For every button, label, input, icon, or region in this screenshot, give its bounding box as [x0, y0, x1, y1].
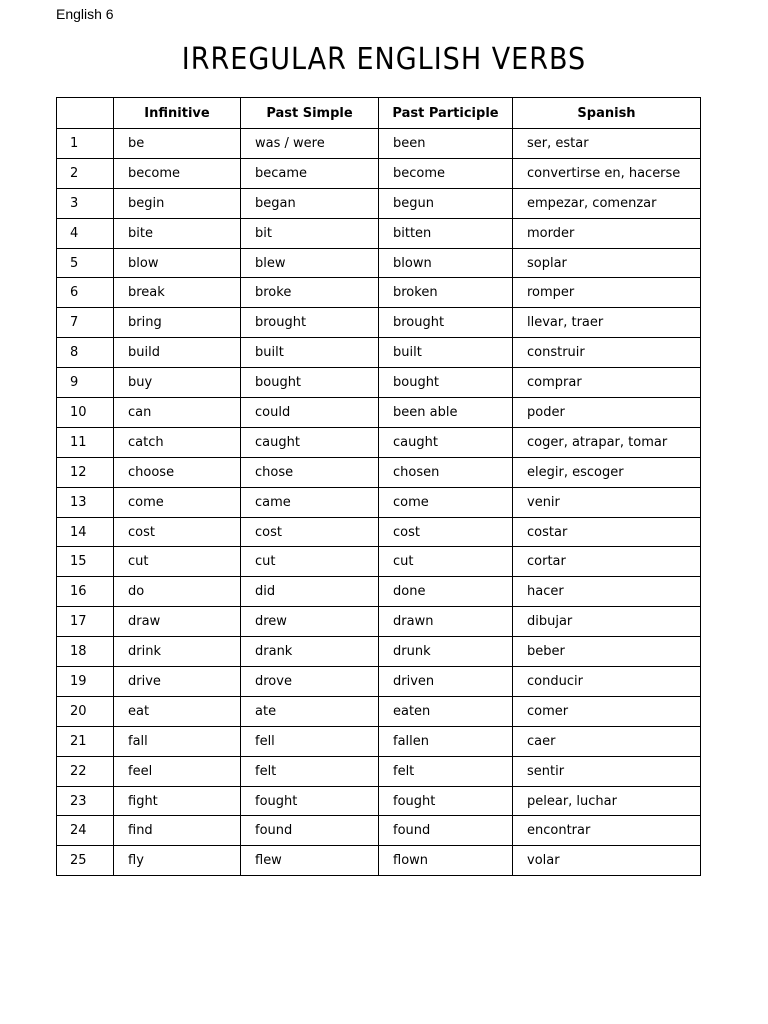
cell-past-simple: was / were	[241, 129, 379, 159]
cell-infinitive: come	[114, 487, 241, 517]
table-row	[57, 129, 701, 159]
table-row	[57, 158, 701, 188]
column-header-spanish: Spanish	[513, 98, 701, 129]
column-header-past-simple: Past Simple	[241, 98, 379, 129]
cell-infinitive: do	[114, 577, 241, 607]
table-row	[57, 308, 701, 338]
cell-number: 2	[57, 158, 114, 188]
cell-spanish: soplar	[513, 248, 701, 278]
cell-past-participle: drunk	[379, 637, 513, 667]
cell-past-participle: caught	[379, 427, 513, 457]
cell-past-participle: been able	[379, 398, 513, 428]
cell-past-simple: caught	[241, 427, 379, 457]
cell-past-participle: found	[379, 816, 513, 846]
table-body	[57, 129, 701, 876]
cell-number: 14	[57, 517, 114, 547]
cell-past-simple: bit	[241, 218, 379, 248]
cell-past-simple: blew	[241, 248, 379, 278]
cell-past-simple: drove	[241, 667, 379, 697]
cell-spanish: dibujar	[513, 607, 701, 637]
table-row	[57, 577, 701, 607]
irregular-verbs-table	[56, 97, 701, 876]
cell-number: 17	[57, 607, 114, 637]
cell-infinitive: blow	[114, 248, 241, 278]
cell-number: 8	[57, 338, 114, 368]
table-row	[57, 338, 701, 368]
cell-past-participle: felt	[379, 756, 513, 786]
cell-spanish: comer	[513, 696, 701, 726]
cell-past-participle: eaten	[379, 696, 513, 726]
cell-number: 4	[57, 218, 114, 248]
table-row	[57, 607, 701, 637]
cell-number: 18	[57, 637, 114, 667]
cell-past-participle: begun	[379, 188, 513, 218]
table-row	[57, 696, 701, 726]
cell-spanish: caer	[513, 726, 701, 756]
cell-infinitive: fall	[114, 726, 241, 756]
cell-infinitive: can	[114, 398, 241, 428]
cell-past-simple: became	[241, 158, 379, 188]
cell-spanish: cortar	[513, 547, 701, 577]
cell-spanish: romper	[513, 278, 701, 308]
table-row	[57, 218, 701, 248]
column-header-number	[57, 98, 114, 129]
table-row	[57, 188, 701, 218]
cell-past-simple: did	[241, 577, 379, 607]
cell-past-simple: could	[241, 398, 379, 428]
table-row	[57, 846, 701, 876]
column-header-past-participle: Past Participle	[379, 98, 513, 129]
table-row	[57, 248, 701, 278]
cell-past-participle: blown	[379, 248, 513, 278]
cell-spanish: venir	[513, 487, 701, 517]
cell-spanish: sentir	[513, 756, 701, 786]
cell-number: 19	[57, 667, 114, 697]
cell-past-simple: fought	[241, 786, 379, 816]
cell-past-simple: flew	[241, 846, 379, 876]
cell-number: 23	[57, 786, 114, 816]
cell-spanish: pelear, luchar	[513, 786, 701, 816]
cell-number: 24	[57, 816, 114, 846]
table-row	[57, 786, 701, 816]
cell-past-participle: come	[379, 487, 513, 517]
cell-number: 10	[57, 398, 114, 428]
cell-past-simple: cost	[241, 517, 379, 547]
cell-past-participle: built	[379, 338, 513, 368]
cell-spanish: encontrar	[513, 816, 701, 846]
cell-past-simple: cut	[241, 547, 379, 577]
cell-number: 20	[57, 696, 114, 726]
cell-spanish: conducir	[513, 667, 701, 697]
course-label: English 6	[56, 6, 114, 22]
cell-past-participle: brought	[379, 308, 513, 338]
cell-past-participle: chosen	[379, 457, 513, 487]
cell-number: 1	[57, 129, 114, 159]
cell-past-simple: felt	[241, 756, 379, 786]
cell-infinitive: catch	[114, 427, 241, 457]
cell-number: 22	[57, 756, 114, 786]
cell-past-participle: driven	[379, 667, 513, 697]
cell-infinitive: cost	[114, 517, 241, 547]
cell-infinitive: buy	[114, 368, 241, 398]
cell-past-participle: drawn	[379, 607, 513, 637]
cell-past-simple: broke	[241, 278, 379, 308]
cell-past-simple: found	[241, 816, 379, 846]
cell-past-participle: broken	[379, 278, 513, 308]
cell-past-participle: become	[379, 158, 513, 188]
cell-past-participle: flown	[379, 846, 513, 876]
cell-past-simple: came	[241, 487, 379, 517]
cell-spanish: beber	[513, 637, 701, 667]
cell-past-simple: chose	[241, 457, 379, 487]
table-row	[57, 816, 701, 846]
table-row	[57, 756, 701, 786]
table-row	[57, 398, 701, 428]
cell-spanish: convertirse en, hacerse	[513, 158, 701, 188]
cell-number: 6	[57, 278, 114, 308]
cell-number: 12	[57, 457, 114, 487]
cell-infinitive: begin	[114, 188, 241, 218]
cell-spanish: empezar, comenzar	[513, 188, 701, 218]
cell-past-participle: done	[379, 577, 513, 607]
cell-infinitive: break	[114, 278, 241, 308]
cell-infinitive: become	[114, 158, 241, 188]
table-row	[57, 667, 701, 697]
cell-infinitive: cut	[114, 547, 241, 577]
table-row	[57, 637, 701, 667]
table-row	[57, 427, 701, 457]
cell-infinitive: feel	[114, 756, 241, 786]
table-row	[57, 487, 701, 517]
cell-number: 21	[57, 726, 114, 756]
cell-spanish: elegir, escoger	[513, 457, 701, 487]
cell-past-simple: brought	[241, 308, 379, 338]
cell-past-participle: fought	[379, 786, 513, 816]
cell-number: 7	[57, 308, 114, 338]
cell-infinitive: be	[114, 129, 241, 159]
cell-past-participle: bitten	[379, 218, 513, 248]
cell-infinitive: drive	[114, 667, 241, 697]
cell-spanish: coger, atrapar, tomar	[513, 427, 701, 457]
cell-spanish: construir	[513, 338, 701, 368]
cell-number: 25	[57, 846, 114, 876]
cell-infinitive: find	[114, 816, 241, 846]
table-row	[57, 547, 701, 577]
cell-infinitive: drink	[114, 637, 241, 667]
cell-past-simple: bought	[241, 368, 379, 398]
table-row	[57, 457, 701, 487]
cell-infinitive: draw	[114, 607, 241, 637]
cell-past-participle: fallen	[379, 726, 513, 756]
cell-spanish: morder	[513, 218, 701, 248]
cell-number: 16	[57, 577, 114, 607]
cell-number: 9	[57, 368, 114, 398]
table-header-row	[57, 98, 701, 129]
cell-infinitive: bite	[114, 218, 241, 248]
page-title: IRREGULAR ENGLISH VERBS	[181, 42, 587, 77]
cell-spanish: llevar, traer	[513, 308, 701, 338]
cell-number: 15	[57, 547, 114, 577]
table-row	[57, 368, 701, 398]
cell-spanish: costar	[513, 517, 701, 547]
cell-past-simple: built	[241, 338, 379, 368]
cell-spanish: poder	[513, 398, 701, 428]
cell-past-participle: been	[379, 129, 513, 159]
cell-infinitive: bring	[114, 308, 241, 338]
cell-past-simple: drank	[241, 637, 379, 667]
cell-infinitive: fly	[114, 846, 241, 876]
cell-past-participle: bought	[379, 368, 513, 398]
table-row	[57, 278, 701, 308]
cell-number: 13	[57, 487, 114, 517]
column-header-infinitive: Infinitive	[114, 98, 241, 129]
cell-past-simple: began	[241, 188, 379, 218]
cell-infinitive: eat	[114, 696, 241, 726]
cell-number: 5	[57, 248, 114, 278]
cell-past-participle: cut	[379, 547, 513, 577]
cell-infinitive: fight	[114, 786, 241, 816]
table-row	[57, 517, 701, 547]
cell-spanish: comprar	[513, 368, 701, 398]
cell-spanish: ser, estar	[513, 129, 701, 159]
cell-infinitive: build	[114, 338, 241, 368]
cell-spanish: volar	[513, 846, 701, 876]
cell-spanish: hacer	[513, 577, 701, 607]
cell-infinitive: choose	[114, 457, 241, 487]
cell-past-simple: fell	[241, 726, 379, 756]
table-row	[57, 726, 701, 756]
cell-past-participle: cost	[379, 517, 513, 547]
cell-past-simple: drew	[241, 607, 379, 637]
cell-number: 11	[57, 427, 114, 457]
cell-past-simple: ate	[241, 696, 379, 726]
cell-number: 3	[57, 188, 114, 218]
